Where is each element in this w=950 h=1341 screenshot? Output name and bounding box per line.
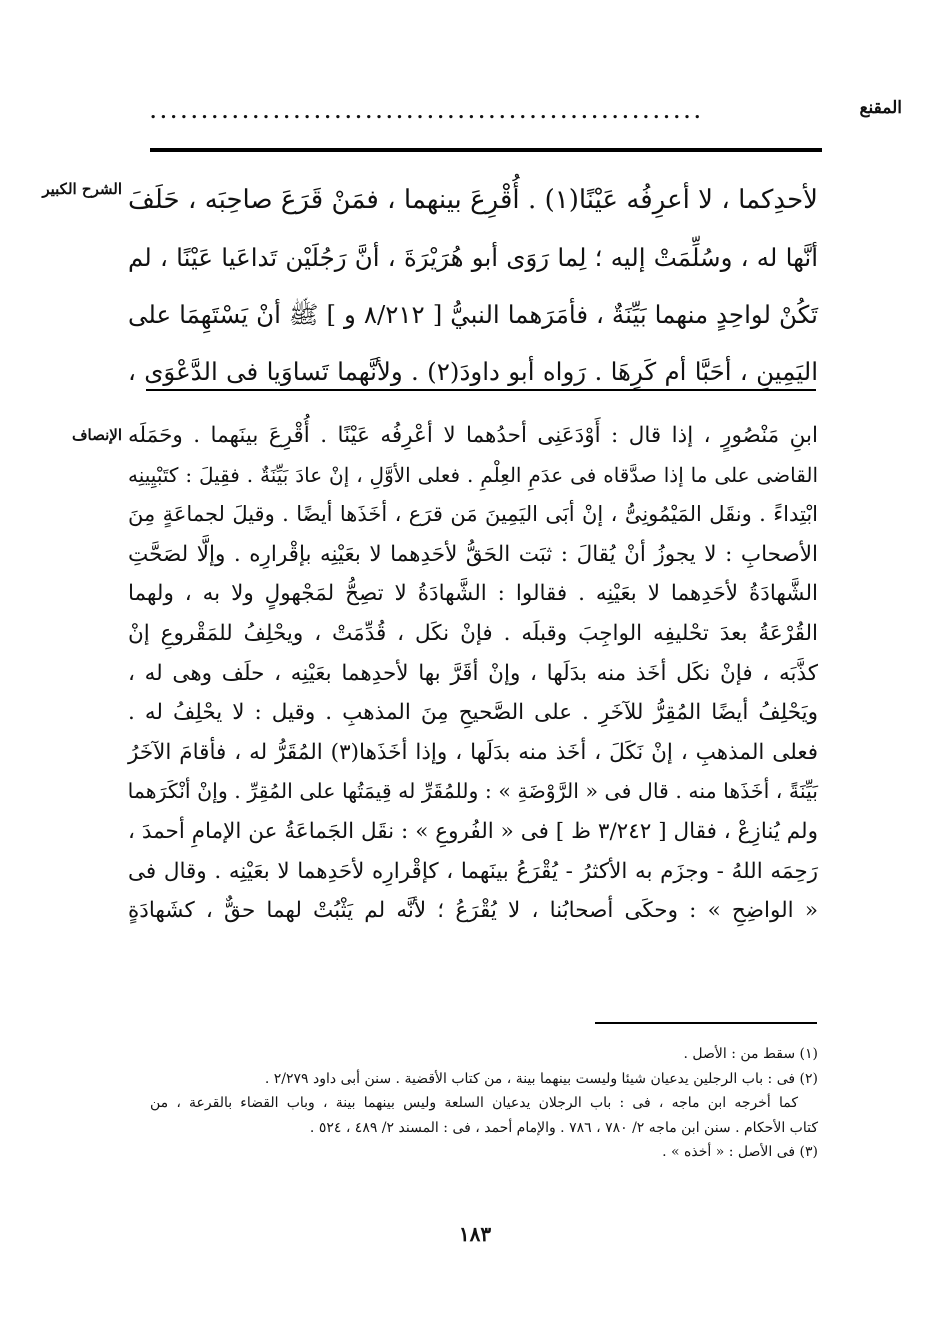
text-line: رَحِمَه اللهُ - وجزَم به الأكثرُ - يُقْرَعُ بينَهما ، كإقْرارِه لأحَدِهما لا بعَيْنِه . وقال فى <box>128 858 818 884</box>
text-line: فعلى المذهبِ ، إنْ نَكَلَ ، أخَذ منه بدَلَها ، وإذا أخَذَها(٣) المُقَرُّ له ، فأقامَ الآخَرُ <box>128 739 818 765</box>
text-line: القُرْعَةُ بعدَ تحْليفِه الواجِبَ وقبلَه . فإنْ نكَل ، قُدِّمَتْ ، ويحْلِفُ للمَقْروعِ إنْ <box>128 620 818 646</box>
footnote: (١) سقط من : الأصل . <box>683 1046 818 1062</box>
footnotes <box>150 1042 818 1165</box>
text-line: بَيِّنَةً ، أخَذَها منه . قال فى « الرَّوْضَةِ » : وللمُقَرِّ له قِيمَتُها على المُقِرِّ . وإنْ أنْكَرَهما <box>127 779 818 804</box>
sharh-kabir-label: الشرح الكبير <box>42 180 122 198</box>
text-line: اليَمِينِ ، أحَبَّا أم كَرِهَا . رَواه أبو داودَ(٢) . ولأنَّهما تَساوَيا فى الدَّعْوَى ، <box>128 357 819 386</box>
insaf-label: الإنصاف <box>71 426 122 444</box>
sharh-kabir-text <box>128 172 818 400</box>
header-dot-leader: ...................................................... <box>150 102 705 123</box>
text-line: لأحدِكما ، لا أعرِفُه عَيْنًا(١) . أُقْرِعَ بينهما ، فمَنْ قَرَعَ صاحِبَه ، حَلَفَ <box>128 185 818 215</box>
text-line: ابنِ مَنْصُورٍ ، إذا قال : أَوْدَعَنِى أحدُهما لا أعْرِفُه عَيْنًا . أُقْرِعَ بينَهما . وحَمَلَه <box>128 423 818 448</box>
page-number: ١٨٣ <box>458 1222 492 1246</box>
text-line: الشَّهادَةُ لأحَدِهما لا بعَيْنِه . فقالوا : الشَّهادَةُ لا تصِحُّ لمَجْهولٍ ولا به ، ولهما <box>128 581 818 607</box>
text-line: ابْتِداءً . ونقَل المَيْمُونِىُّ ، إنْ أبَى اليَمِينَ مَن قرَع ، أخَذَها أيضًا . وقيلَ لجماعَةٍ مِنَ <box>128 502 818 527</box>
running-header-title: المقنع <box>859 98 902 118</box>
section-divider <box>146 389 816 391</box>
insaf-text <box>128 416 818 931</box>
footnote-rule <box>595 1022 817 1024</box>
footnote: كما أخرجه ابن ماجه ، فى : باب الرجلان يدعيان السلعة وليس بينهما بينة ، وباب القضاء بالقرعة ، من <box>150 1095 798 1111</box>
footnote: كتاب الأحكام . سنن ابن ماجه ٢/ ٧٨٠ ، ٧٨٦ . والإمام أحمد ، فى : المسند ٢/ ٤٨٩ ، ٥٢٤ . <box>309 1119 818 1136</box>
text-line: ويَحْلِفُ أيضًا المُقِرُّ للآخَرِ . على الصَّحيحِ مِنَ المذهبِ . وقيل : لا يحْلِفُ له . <box>128 700 818 726</box>
text-line: القاضى على ما إذا صدَّقاه فى عدَمِ العِلْمِ . فعلى الأوَّلِ ، إنْ عادَ بَيِّنَةٌ . فقِيلَ : كتَبْيِينِه <box>128 462 818 487</box>
text-line: « الواضِحِ » : وحكَى أصحابُنا ، لا يُقْرَعُ ؛ لأنَّه لم يَثْبُتْ لهما حقٌّ ، كشَهادَةٍ <box>128 898 818 924</box>
text-line: ولم يُنازِعْ ، فقال [ ٣/٢٤٢ ظ ] فى « الفُروعِ » : نقَل الجَماعَةُ عن الإمامِ أحمدَ ، <box>128 818 818 844</box>
header-rule <box>150 148 822 152</box>
text-line: تَكُنْ لواحِدٍ منهما بَيِّنَةٌ ، فأمَرَهما النبيُّ [ ٨/٢١٢ و ] ﷺ أنْ يَسْتَهِمَا على <box>128 300 818 329</box>
text-line: كذَّبَه ، فإنْ نكَل أخَذ منه بدَلَها ، وإنْ أقَرَّ بها لأحدِهما بعَيْنِه ، حلَف وهى له ، <box>128 660 818 686</box>
text-line: أنَّها له ، وسُلِّمَتْ إليه ؛ لِما رَوَى أبو هُرَيْرَةَ ، أنَّ رَجُلَيْن تَداعَيا عَيْنًا ، لم <box>128 243 818 272</box>
text-line: الأصحابِ : لا يجوزُ أنْ يُقالَ : ثبَت الحَقُّ لأحَدِهما لا بعَيْنِه بإقْرارِه . وإلَّا لصَحَّتِ <box>128 541 818 567</box>
footnote: (٢) فى : باب الرجلين يدعيان شيئا وليست بينهما بينة ، من كتاب الأقضية . سنن أبى داود ٢/٢٧٩ . <box>264 1070 818 1087</box>
footnote: (٣) فى الأصل : « أخذه » . <box>662 1144 818 1160</box>
